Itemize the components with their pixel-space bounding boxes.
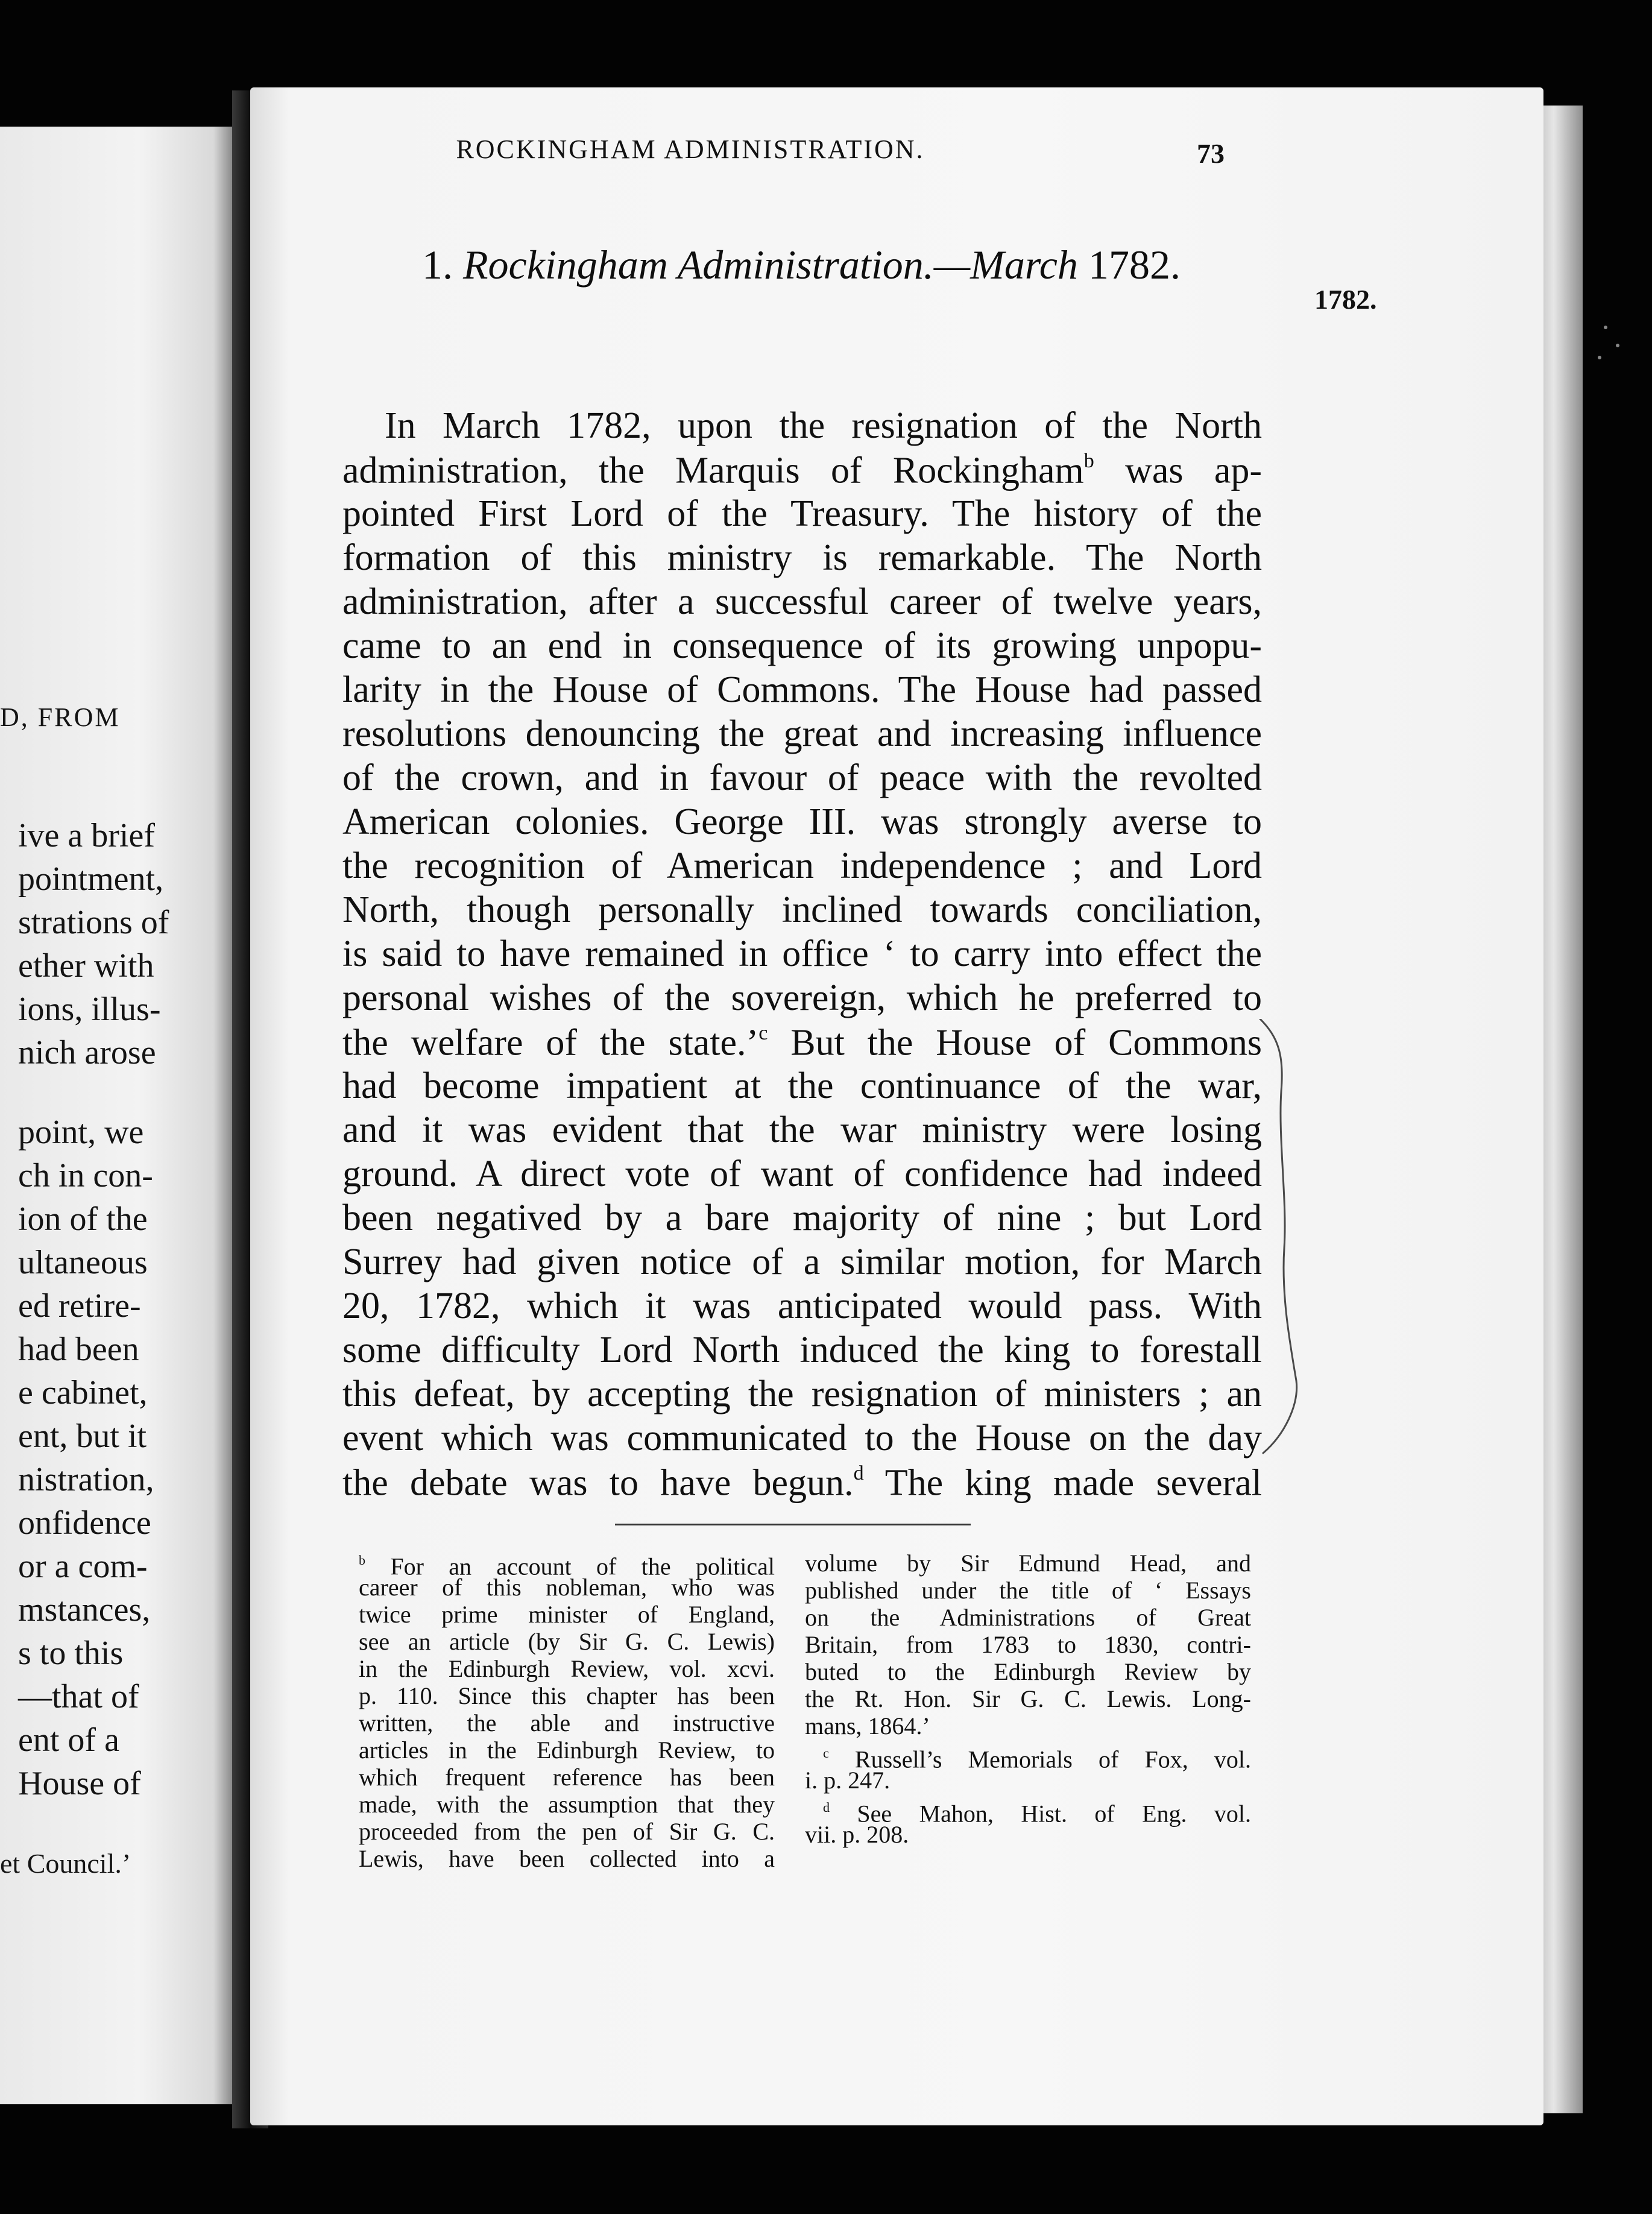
left-page-line: ed retire- bbox=[18, 1287, 141, 1325]
body-line: In March 1782, upon the resignation of the North bbox=[385, 405, 1262, 446]
footnote-line: i. p. 247. bbox=[805, 1767, 891, 1794]
body-line: formation of this ministry is remarkable. The North bbox=[342, 537, 1262, 578]
section-title: Rockingham Administration.—March bbox=[463, 242, 1078, 288]
footnote-line: mans, 1864.’ bbox=[805, 1712, 930, 1739]
footnote-line: Lewis, have been collected into a bbox=[359, 1845, 775, 1872]
body-line bbox=[342, 1463, 1262, 1502]
body-line: been negatived by a bare majority of nine ; but Lord bbox=[342, 1197, 1262, 1238]
left-page-line: ultaneous bbox=[18, 1244, 148, 1281]
footnote-line bbox=[805, 1739, 1251, 1773]
body-line: personal wishes of the sovereign, which he preferred to bbox=[342, 977, 1262, 1018]
left-page-line: nich arose bbox=[18, 1034, 156, 1071]
body-line: administration, after a successful career of twelve years, bbox=[342, 581, 1262, 622]
footnote-mark-c: c bbox=[758, 1022, 768, 1044]
scan-speck bbox=[1616, 344, 1619, 347]
body-line bbox=[342, 1023, 1262, 1062]
left-page-line: had been bbox=[18, 1331, 139, 1368]
scan-speck bbox=[1604, 326, 1607, 329]
left-page-line: or a com- bbox=[18, 1548, 148, 1585]
footnote-mark-d: d bbox=[853, 1462, 864, 1484]
margin-year-note: 1782. bbox=[1314, 284, 1377, 315]
footnote-text: For an account of the political bbox=[390, 1553, 775, 1580]
body-line-text: was ap- bbox=[1125, 450, 1263, 491]
footnote-text: Russell’s Memorials of Fox, vol. bbox=[854, 1746, 1251, 1773]
footnote-line: proceeded from the pen of Sir G. C. bbox=[359, 1818, 775, 1845]
body-line-text: the welfare of the state.’ bbox=[342, 1022, 759, 1064]
footnote-line: in the Edinburgh Review, vol. xcvi. bbox=[359, 1655, 775, 1682]
footnote-line: which frequent reference has been bbox=[359, 1764, 775, 1791]
footnote-column-left bbox=[359, 1547, 775, 1872]
footnote-line: twice prime minister of England, bbox=[359, 1601, 775, 1628]
left-page-line: point, we bbox=[18, 1114, 144, 1151]
left-page-line: —that of bbox=[18, 1678, 139, 1715]
footnote-line: the Rt. Hon. Sir G. C. Lewis. Long- bbox=[805, 1685, 1251, 1712]
body-line: this defeat, by accepting the resignation of ministers ; an bbox=[342, 1374, 1262, 1414]
body-line: and it was evident that the war ministry were losing bbox=[342, 1109, 1262, 1150]
footnote-line: written, the able and instructive bbox=[359, 1709, 775, 1736]
footnote-line: see an article (by Sir G. C. Lewis) bbox=[359, 1628, 775, 1655]
scan-speck bbox=[1598, 356, 1601, 359]
footnote-line: buted to the Edinburgh Review by bbox=[805, 1658, 1251, 1685]
left-page-line: ions, illus- bbox=[18, 991, 161, 1028]
left-page-heading-fragment: D, FROM bbox=[0, 702, 121, 732]
body-line-text: But the House of Commons bbox=[790, 1022, 1263, 1064]
footnote-mark-b: b bbox=[1083, 450, 1094, 472]
footnote-line: p. 110. Since this chapter has been bbox=[359, 1682, 775, 1709]
left-page-line: strations of bbox=[18, 904, 169, 941]
body-line: resolutions denouncing the great and increasing influence bbox=[342, 713, 1262, 754]
body-line: Surrey had given notice of a similar motion, for March bbox=[342, 1241, 1262, 1282]
left-page-line: House of bbox=[18, 1765, 141, 1802]
left-page-line: s to this bbox=[18, 1635, 124, 1672]
footnote-line bbox=[359, 1547, 775, 1580]
left-page-line: nistration, bbox=[18, 1461, 154, 1498]
body-line: the recognition of American independence ; and Lord bbox=[342, 845, 1262, 886]
body-line: ground. A direct vote of want of confidence had indeed bbox=[342, 1153, 1262, 1194]
left-page-line: onfidence bbox=[18, 1504, 151, 1542]
footnote-line: articles in the Edinburgh Review, to bbox=[359, 1736, 775, 1764]
running-head: ROCKINGHAM ADMINISTRATION. bbox=[456, 134, 925, 164]
body-line: event which was communicated to the House on the day bbox=[342, 1418, 1262, 1459]
body-line: American colonies. George III. was strongly averse to bbox=[342, 801, 1262, 842]
body-line: is said to have remained in office ‘ to carry into effect the bbox=[342, 933, 1262, 974]
footnote-line: on the Administrations of Great bbox=[805, 1604, 1251, 1631]
footnote-marker-b: b bbox=[359, 1553, 365, 1568]
footnote-line: made, with the assumption that they bbox=[359, 1791, 775, 1818]
footnote-line: published under the title of ‘ Essays bbox=[805, 1577, 1251, 1604]
page-number: 73 bbox=[1197, 138, 1225, 169]
footnote-line: volume by Sir Edmund Head, and bbox=[805, 1550, 1251, 1577]
footnote-line: Britain, from 1783 to 1830, contri- bbox=[805, 1631, 1251, 1658]
footnote-text: See Mahon, Hist. of Eng. vol. bbox=[857, 1800, 1252, 1828]
section-number: 1. bbox=[422, 242, 453, 288]
left-page bbox=[0, 127, 232, 2104]
left-page-line: ent of a bbox=[18, 1721, 119, 1759]
left-page-line: et Council.’ bbox=[0, 1848, 131, 1879]
section-heading bbox=[422, 241, 1181, 289]
body-line: of the crown, and in favour of peace with the revolted bbox=[342, 757, 1262, 798]
body-line: some difficulty Lord North induced the king to forestall bbox=[342, 1329, 1262, 1370]
left-page-line: mstances, bbox=[18, 1591, 151, 1629]
footnote-marker-d: d bbox=[823, 1800, 830, 1815]
left-page-line: pointment, bbox=[18, 860, 164, 898]
footnote-column-right bbox=[805, 1550, 1251, 1848]
body-line: came to an end in consequence of its growing unpopu- bbox=[342, 625, 1262, 666]
body-line: had become impatient at the continuance of the war, bbox=[342, 1065, 1262, 1106]
body-line bbox=[342, 451, 1262, 490]
body-line-text: administration, the Marquis of Rockingham bbox=[342, 450, 1084, 491]
footnote-line: vii. p. 208. bbox=[805, 1821, 909, 1848]
left-page-line: ion of the bbox=[18, 1200, 148, 1238]
section-year: 1782. bbox=[1088, 242, 1181, 288]
left-page-line: ether with bbox=[18, 947, 154, 985]
left-page-line: ive a brief bbox=[18, 817, 155, 854]
body-line-text: the debate was to have begun. bbox=[342, 1462, 854, 1504]
left-page-line: ent, but it bbox=[18, 1418, 147, 1455]
left-page-line: ch in con- bbox=[18, 1157, 153, 1194]
footnote-line bbox=[805, 1794, 1252, 1828]
body-line: 20, 1782, which it was anticipated would pass. With bbox=[342, 1285, 1262, 1326]
footnote-line: career of this nobleman, who was bbox=[359, 1574, 775, 1601]
footnote-rule bbox=[615, 1524, 971, 1525]
pencil-margin-mark bbox=[1254, 1019, 1314, 1477]
footnote-marker-c: c bbox=[823, 1746, 829, 1761]
body-line-text: The king made several bbox=[884, 1462, 1262, 1504]
body-line: larity in the House of Commons. The House had passed bbox=[342, 669, 1262, 710]
left-page-line: e cabinet, bbox=[18, 1374, 148, 1411]
body-line: North, though personally inclined towards conciliation, bbox=[342, 889, 1262, 930]
body-line: pointed First Lord of the Treasury. The history of the bbox=[342, 493, 1262, 534]
